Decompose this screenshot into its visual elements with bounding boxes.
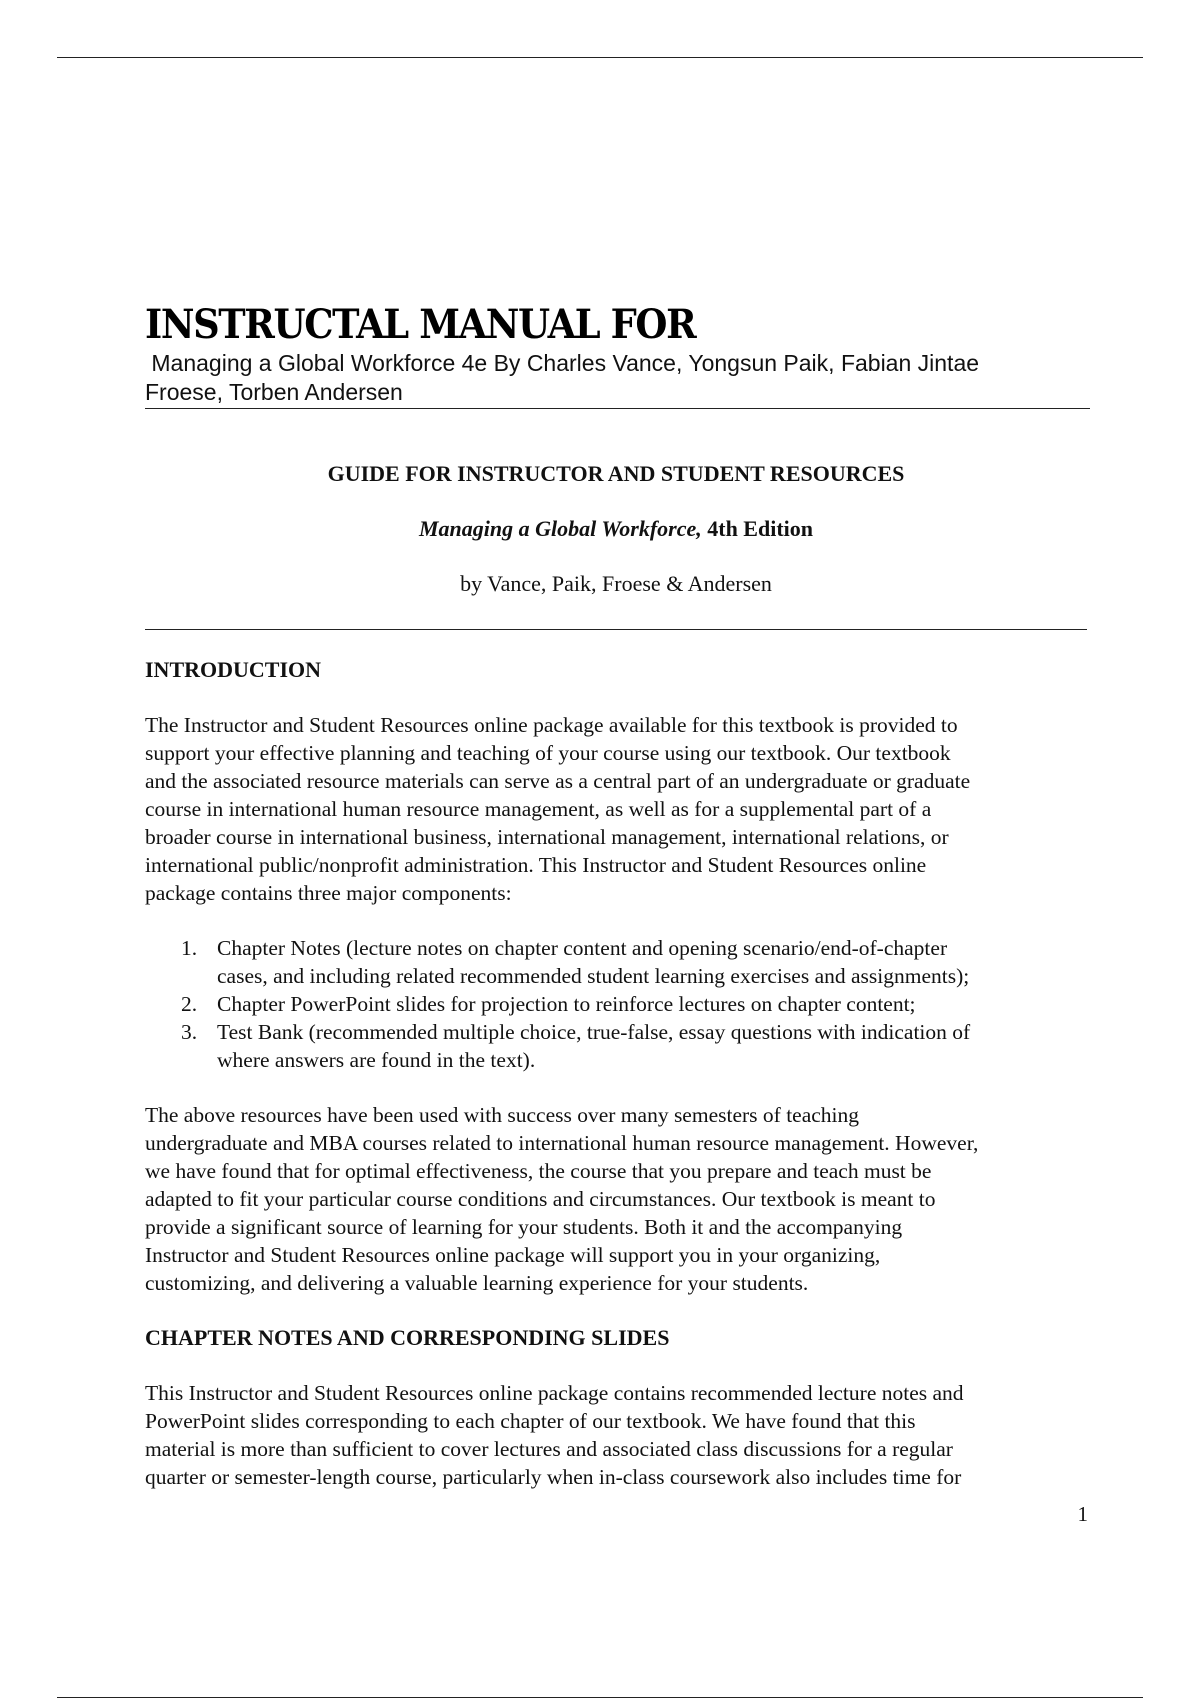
header-rule	[145, 408, 1090, 409]
text-line: Instructor and Student Resources online package will support you in your organizing,	[145, 1243, 881, 1267]
list-item-number: 3.	[181, 1020, 198, 1044]
introduction-paragraph-2	[145, 1101, 1095, 1297]
text-line: cases, and including related recommended student learning exercises and assignments);	[217, 964, 970, 988]
chapter-notes-heading: CHAPTER NOTES AND CORRESPONDING SLIDES	[145, 1325, 670, 1350]
text-line: undergraduate and MBA courses related to international human resource management. However,	[145, 1131, 979, 1155]
text-line: Chapter PowerPoint slides for projection to reinforce lectures on chapter content;	[217, 992, 916, 1016]
page-number: 1	[1077, 1502, 1088, 1526]
text-line: and the associated resource materials can serve as a central part of an undergraduate or graduate	[145, 769, 971, 793]
list-item	[145, 990, 1095, 1018]
text-line: Test Bank (recommended multiple choice, true-false, essay questions with indication of	[217, 1020, 971, 1044]
text-line: customizing, and delivering a valuable learning experience for your students.	[145, 1271, 809, 1295]
guide-title-block	[145, 460, 1087, 598]
text-line: PowerPoint slides corresponding to each chapter of our textbook. We have found that this	[145, 1409, 916, 1433]
text-line: broader course in international business, international management, international relations, or	[145, 825, 949, 849]
list-item	[145, 1018, 1095, 1074]
text-line: quarter or semester-length course, particularly when in-class coursework also includes time for	[145, 1465, 962, 1489]
text-line: The above resources have been used with success over many semesters of teaching	[145, 1103, 860, 1127]
top-page-rule	[57, 57, 1143, 58]
text-line: where answers are found in the text).	[217, 1048, 536, 1072]
text-line: we have found that for optimal effectiveness, the course that you prepare and teach must be	[145, 1159, 932, 1183]
text-line: provide a significant source of learning for your students. Both it and the accompanying	[145, 1215, 903, 1239]
introduction-paragraph-1	[145, 711, 1095, 907]
guide-book-edition	[145, 515, 1087, 543]
guide-rule	[145, 629, 1087, 630]
text-line: support your effective planning and teaching of your course using our textbook. Our textbook	[145, 741, 951, 765]
guide-title: GUIDE FOR INSTRUCTOR AND STUDENT RESOURCES	[327, 461, 905, 486]
text-line: This Instructor and Student Resources online package contains recommended lecture notes and	[145, 1381, 964, 1405]
text-line: The Instructor and Student Resources online package available for this textbook is provided to	[145, 713, 958, 737]
list-item	[145, 934, 1095, 990]
manual-title: INSTRUCTAL MANUAL FOR	[145, 301, 696, 348]
document-body	[145, 656, 1095, 1491]
guide-book-title: Managing a Global Workforce,	[418, 516, 702, 541]
manual-subtitle	[145, 349, 1090, 407]
chapter-notes-paragraph	[145, 1379, 1095, 1491]
guide-edition-label: 4th Edition	[701, 516, 814, 541]
bottom-page-rule	[57, 1697, 1143, 1698]
introduction-heading: INTRODUCTION	[145, 657, 322, 682]
text-line: international public/nonprofit administration. This Instructor and Student Resources online	[145, 853, 927, 877]
text-line: course in international human resource management, as well as for a supplemental part of a	[145, 797, 932, 821]
manual-subtitle-line: Managing a Global Workforce 4e By Charles Vance, Yongsun Paik, Fabian Jintae	[145, 350, 980, 376]
text-line: adapted to fit your particular course conditions and circumstances. Our textbook is meant to	[145, 1187, 936, 1211]
components-list	[145, 934, 1095, 1074]
text-line: package contains three major components:	[145, 881, 512, 905]
manual-subtitle-line: Froese, Torben Andersen	[145, 379, 403, 405]
guide-authors: by Vance, Paik, Froese & Andersen	[460, 571, 772, 596]
list-item-number: 2.	[181, 992, 198, 1016]
text-line: Chapter Notes (lecture notes on chapter content and opening scenario/end-of-chapter	[217, 936, 948, 960]
document-header	[145, 300, 1090, 407]
list-item-number: 1.	[181, 936, 198, 960]
text-line: material is more than sufficient to cover lectures and associated class discussions for a regular	[145, 1437, 953, 1461]
